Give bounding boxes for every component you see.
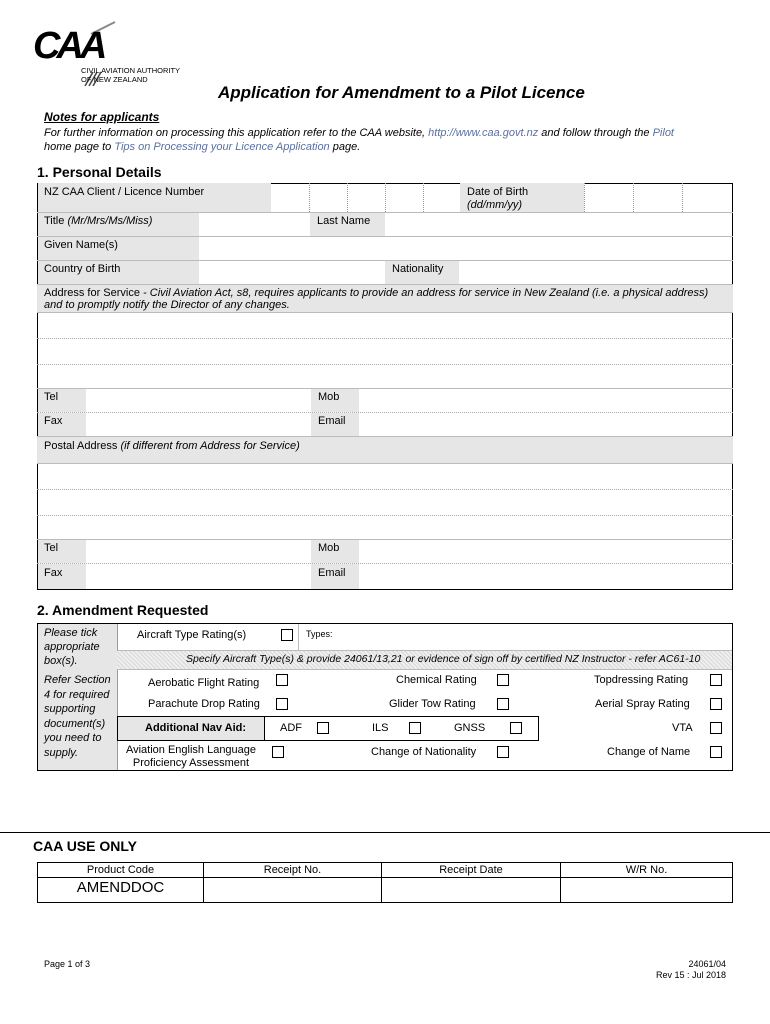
postal-address-label — [44, 440, 300, 452]
dob-label: Date of Birth — [467, 186, 529, 198]
address-service-label — [44, 287, 724, 311]
postal-mob-input[interactable] — [359, 540, 732, 563]
specify-aircraft-text: Specify Aircraft Type(s) & provide 24061/13,21 or evidence of sign off by certified NZ Instructor - refer AC61-10 — [186, 653, 701, 665]
name-change-checkbox[interactable] — [710, 746, 722, 758]
notes-text — [44, 126, 734, 154]
wr-no-input[interactable] — [561, 878, 732, 902]
aerobatic-checkbox[interactable] — [276, 674, 288, 686]
divider-line — [0, 832, 770, 833]
dob-input[interactable] — [584, 183, 732, 212]
page-number: Page 1 of 3 — [44, 959, 91, 969]
postal-note: (if different from Address for Service) — [120, 440, 300, 452]
authority-line1: CIVIL AVIATION AUTHORITY — [81, 66, 181, 75]
title-text: Title — [44, 215, 65, 227]
postal-mob-label: Mob — [318, 542, 340, 554]
section1-heading: 1. Personal Details — [37, 164, 162, 180]
tips-link[interactable]: Tips on Processing your Licence Application — [114, 141, 330, 153]
aelp-line1: Aviation English Language — [125, 744, 257, 756]
nationality-label: Nationality — [392, 263, 444, 275]
postal-line-3[interactable] — [37, 516, 733, 540]
row-title-lastname — [37, 213, 733, 237]
postal-fax-label: Fax — [44, 567, 63, 579]
row-postal-tel-mob — [37, 540, 733, 564]
row-tel-mob — [37, 389, 733, 413]
vta-label: VTA — [672, 722, 693, 734]
mob-input[interactable] — [359, 389, 732, 412]
amend-note1: Please tick appropriate box(s). — [44, 627, 100, 667]
notes-line2-post: page. — [329, 141, 361, 153]
caa-website-link[interactable]: http://www.caa.govt.nz — [428, 127, 539, 139]
email-input[interactable] — [359, 413, 732, 436]
aircraft-type-label: Aircraft Type Rating(s) — [137, 629, 247, 641]
authority-line2: OF NEW ZEALAND — [81, 75, 148, 84]
adf-label: ADF — [280, 722, 302, 734]
topdressing-label: Topdressing Rating — [594, 674, 689, 686]
aircraft-type-checkbox[interactable] — [281, 629, 293, 641]
gnss-checkbox[interactable] — [510, 722, 522, 734]
title-input[interactable] — [199, 213, 310, 236]
caa-use-heading: CAA USE ONLY — [33, 838, 137, 854]
postal-email-label: Email — [318, 567, 346, 579]
row-postal-address — [37, 437, 733, 464]
receipt-date-input[interactable] — [382, 878, 560, 902]
aelp-label — [120, 744, 262, 770]
row-client-dob — [37, 183, 733, 213]
name-change-label: Change of Name — [607, 746, 691, 758]
parachute-label: Parachute Drop Rating — [148, 698, 260, 710]
tel-input[interactable] — [86, 389, 311, 412]
chemical-checkbox[interactable] — [497, 674, 509, 686]
pilot-link[interactable]: Pilot — [652, 127, 674, 139]
address-service-title: Address for Service — [44, 287, 140, 299]
receipt-date-header: Receipt Date — [439, 864, 503, 876]
nav-aid-label: Additional Nav Aid: — [145, 722, 247, 734]
ils-checkbox[interactable] — [409, 722, 421, 734]
row-postal-fax-email — [37, 564, 733, 589]
row-fax-email — [37, 413, 733, 437]
address-service-note2: and to promptly notify the Director of any changes. — [44, 299, 290, 311]
postal-tel-input[interactable] — [86, 540, 311, 563]
postal-title: Postal Address — [44, 440, 118, 452]
postal-fax-input[interactable] — [86, 564, 311, 589]
product-code-header: Product Code — [86, 864, 155, 876]
aelp-line2: Proficiency Assessment — [132, 757, 250, 769]
title-label — [44, 215, 152, 227]
receipt-no-header: Receipt No. — [263, 864, 322, 876]
form-number: 24061/04 — [688, 959, 726, 969]
glider-label: Glider Tow Rating — [389, 698, 476, 710]
nationality-change-label: Change of Nationality — [371, 746, 477, 758]
page-title: Application for Amendment to a Pilot Licence — [218, 83, 585, 102]
mob-label: Mob — [318, 391, 340, 403]
home-page-link[interactable]: home page — [44, 141, 100, 153]
address-line-1[interactable] — [37, 313, 733, 339]
product-code-value: AMENDDOC — [76, 879, 165, 896]
nationality-input[interactable] — [459, 261, 732, 284]
adf-checkbox[interactable] — [317, 722, 329, 734]
notes-line2-to: to — [99, 141, 115, 153]
parachute-checkbox[interactable] — [276, 698, 288, 710]
section2-heading: 2. Amendment Requested — [37, 602, 209, 618]
types-label: Types: — [306, 629, 333, 639]
address-service-note: - Civil Aviation Act, s8, requires applicants to provide an address for service in New Zealand (i.e. a physical address) — [139, 287, 709, 299]
chemical-label: Chemical Rating — [396, 674, 477, 686]
dob-format: (dd/mm/yy) — [467, 199, 522, 211]
vta-checkbox[interactable] — [710, 722, 722, 734]
aelp-checkbox[interactable] — [272, 746, 284, 758]
last-name-input[interactable] — [385, 213, 732, 236]
row-given-names — [37, 237, 733, 261]
client-number-input[interactable] — [271, 183, 464, 212]
aerobatic-label: Aerobatic Flight Rating — [148, 677, 260, 689]
topdressing-checkbox[interactable] — [710, 674, 722, 686]
address-line-3[interactable] — [37, 365, 733, 389]
title-options: (Mr/Mrs/Ms/Miss) — [67, 215, 153, 227]
notes-heading: Notes for applicants — [44, 110, 160, 124]
receipt-no-input[interactable] — [204, 878, 381, 902]
fax-input[interactable] — [86, 413, 311, 436]
country-birth-label: Country of Birth — [44, 263, 121, 275]
aerial-checkbox[interactable] — [710, 698, 722, 710]
notes-line1-pre: For further information on processing this application refer to the CAA website, — [44, 127, 429, 139]
postal-email-input[interactable] — [359, 564, 732, 589]
caa-logo — [33, 20, 183, 86]
amend-note2: Refer Section 4 for required supporting document(s) you need to supply. — [44, 674, 111, 759]
last-name-label: Last Name — [317, 215, 371, 227]
glider-checkbox[interactable] — [497, 698, 509, 710]
logo-text: CAA — [33, 25, 104, 67]
email-label: Email — [318, 415, 346, 427]
given-names-input[interactable] — [199, 237, 732, 260]
nationality-change-checkbox[interactable] — [497, 746, 509, 758]
notes-line1-post: and follow through the — [538, 127, 653, 139]
gnss-label: GNSS — [454, 722, 486, 734]
revision: Rev 15 : Jul 2018 — [655, 970, 726, 980]
given-names-label: Given Name(s) — [44, 239, 118, 251]
fax-label: Fax — [44, 415, 63, 427]
address-line-2[interactable] — [37, 339, 733, 365]
tel-label: Tel — [44, 391, 59, 403]
postal-tel-label: Tel — [44, 542, 59, 554]
postal-line-2[interactable] — [37, 490, 733, 516]
country-birth-input[interactable] — [199, 261, 385, 284]
row-address-service — [37, 285, 733, 313]
wr-no-header: W/R No. — [625, 864, 668, 876]
client-number-label: NZ CAA Client / Licence Number — [44, 186, 205, 198]
aircraft-types-input[interactable] — [340, 624, 730, 650]
row-country-nationality — [37, 261, 733, 285]
aerial-label: Aerial Spray Rating — [595, 698, 690, 710]
ils-label: ILS — [372, 722, 389, 734]
postal-line-1[interactable] — [37, 464, 733, 490]
